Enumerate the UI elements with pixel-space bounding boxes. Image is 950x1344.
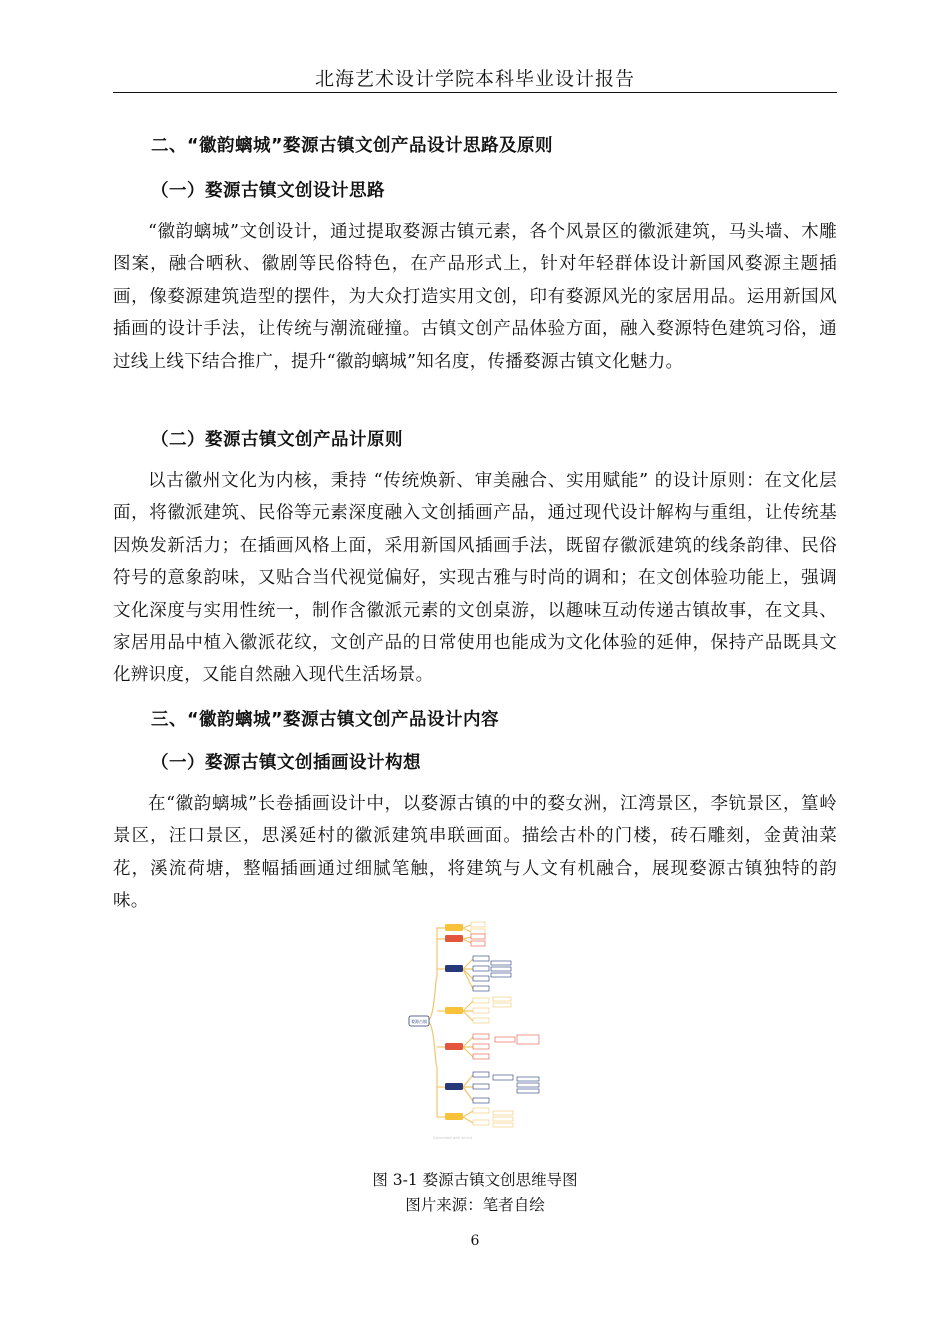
subsection-heading-2-1: （一）婺源古镇文创设计思路	[151, 181, 385, 201]
paragraph-2-2: 以古徽州文化为内核，秉持 “传统焕新、审美融合、实用赋能” 的设计原则：在文化层面，将徽派建筑、民俗等元素深度融入文创插画产品，通过现代设计解构与重组，让传统基因焕发新活力；在插画风格上面，采用新国风插画手法，既留存徽派建筑的线条韵律、民俗符号的意象韵味，又贴合当代视觉偏好，实现古雅与时尚的调和；在文创体验功能上，强调文化深度与实用性统一，制作含徽派元素的文创桌游，以趣味互动传递古镇故事，在文具、家居用品中植入徽派花纹，文创产品的日常使用也能成为文化体验的延伸，保持产品既具文化辨识度，又能自然融入现代生活场景。	[113, 471, 837, 686]
subsection-heading-3-1: （一）婺源古镇文创插画设计构想	[151, 753, 421, 773]
section-heading-3: 三、“徽韵螭城”婺源古镇文创产品设计内容	[151, 710, 500, 730]
mind-map-root-label: 婺源古镇	[411, 1019, 427, 1024]
mind-map-root	[409, 1016, 429, 1026]
page-number: 6	[470, 1233, 480, 1249]
mind-map-leaves	[471, 922, 539, 1127]
mind-map-watermark: Generated with xmind	[433, 1136, 473, 1140]
header-rule	[113, 92, 837, 93]
mind-map-connectors	[427, 925, 473, 1123]
figure-caption: 图 3-1 婺源古镇文创思维导图	[372, 1171, 578, 1189]
paragraph-3-1: 在“徽韵螭城”长卷插画设计中，以婺源古镇的中的婺女洲，江湾景区，李钪景区，篁岭景区，汪口景区，思溪延村的徽派建筑串联画面。描绘古朴的门楼，砖石雕刻，金黄油菜花，溪流荷塘，整幅插画通过细腻笔触，将建筑与人文有机融合，展现婺源古镇独特的韵味。	[113, 794, 837, 912]
section-heading-2: 二、“徽韵螭城”婺源古镇文创产品设计思路及原则	[151, 136, 554, 156]
page-header-title: 北海艺术设计学院本科毕业设计报告	[314, 68, 635, 90]
mind-map-branches	[445, 924, 463, 1120]
mind-map-diagram	[405, 917, 547, 1145]
figure-source: 图片来源：笔者自绘	[405, 1196, 545, 1214]
paragraph-2-1: “徽韵螭城”文创设计，通过提取婺源古镇元素，各个风景区的徽派建筑，马头墙、木雕图案，融合晒秋、徽剧等民俗特色，在产品形式上，针对年轻群体设计新国风婺源主题插画，像婺源建筑造型的摆件，为大众打造实用文创，印有婺源风光的家居用品。运用新国风插画的设计手法，让传统与潮流碰撞。古镇文创产品体验方面，融入婺源特色建筑习俗，通过线上线下结合推广，提升“徽韵螭城”知名度，传播婺源古镇文化魅力。	[113, 222, 837, 372]
mind-map-figure	[405, 917, 547, 1145]
subsection-heading-2-2: （二）婺源古镇文创产品计原则	[151, 430, 403, 450]
